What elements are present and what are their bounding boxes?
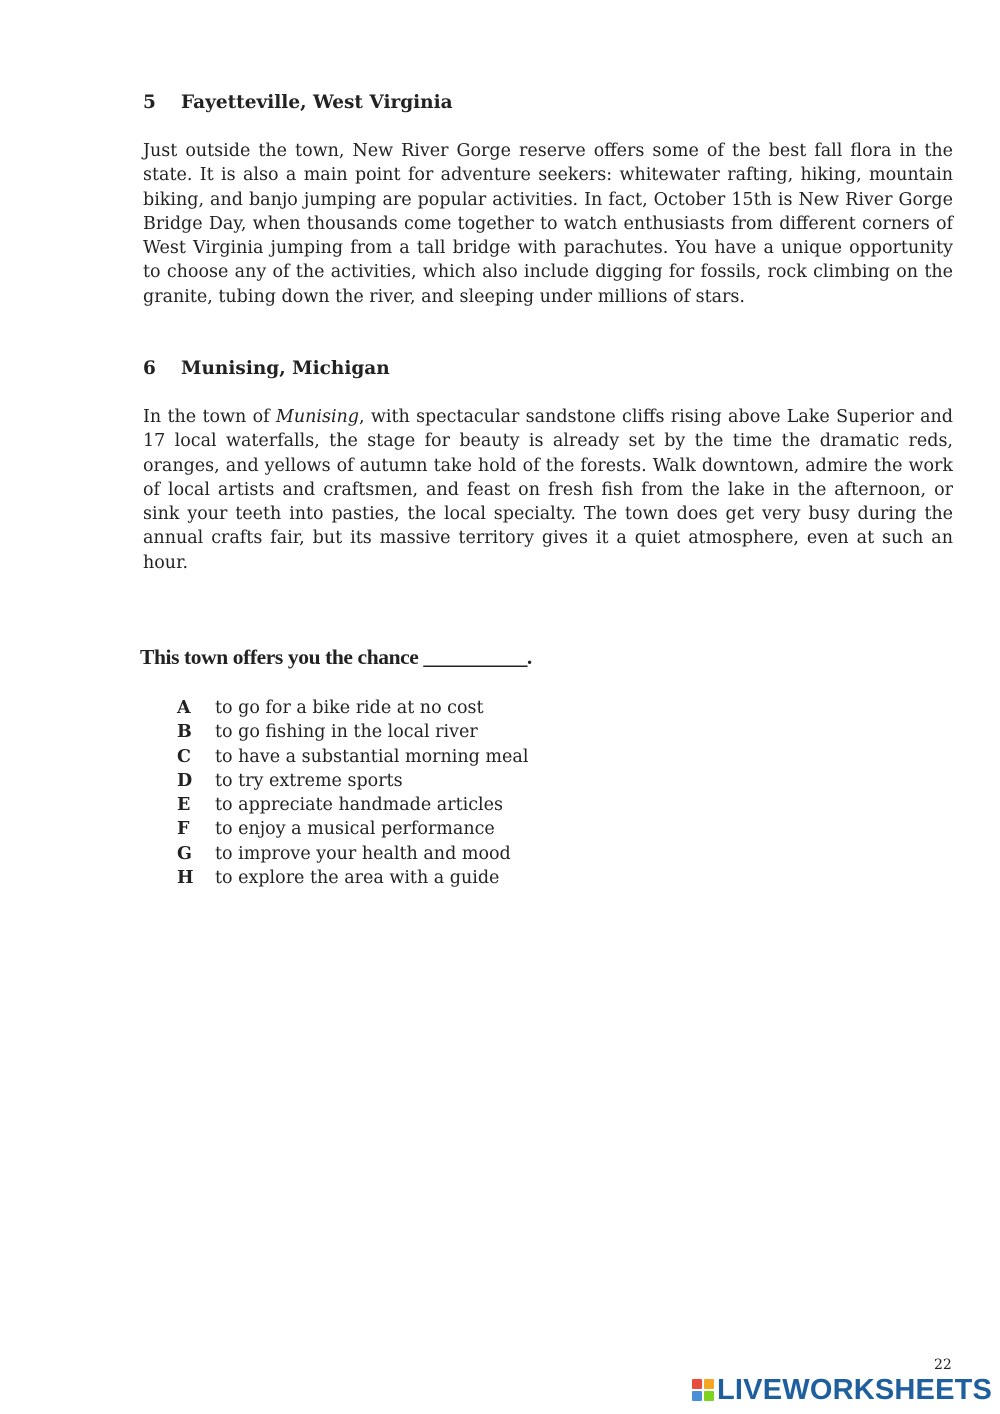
option-text: to improve your health and mood (215, 843, 511, 864)
page-number: 22 (934, 1357, 952, 1373)
paragraph-text: In the town of (143, 407, 276, 427)
answer-option[interactable] (177, 745, 528, 769)
section-title: Munising, Michigan (181, 358, 390, 379)
section-heading (143, 357, 953, 381)
option-letter: D (177, 770, 193, 791)
option-letter: F (177, 819, 190, 840)
town-name-italic: Munising (275, 407, 360, 427)
section-number: 6 (143, 358, 156, 379)
logo-square (704, 1379, 714, 1389)
option-text: to try extreme sports (215, 770, 403, 791)
answer-option[interactable] (177, 720, 528, 744)
question-prompt: This town offers you the chance __________. (140, 645, 532, 669)
option-text: to go fishing in the local river (215, 722, 478, 743)
section-munising (143, 357, 953, 575)
option-text: to go for a bike ride at no cost (215, 698, 484, 718)
answer-option[interactable] (177, 842, 528, 866)
option-text: to have a substantial morning meal (215, 746, 529, 767)
logo-mark-icon (692, 1379, 714, 1401)
option-letter: G (177, 843, 192, 864)
option-text: to enjoy a musical performance (215, 819, 495, 840)
section-heading (143, 91, 953, 115)
section-title: Fayetteville, West Virginia (181, 92, 453, 113)
option-text: to appreciate handmade articles (215, 795, 503, 816)
option-letter: C (177, 746, 191, 767)
option-text: to explore the area with a guide (215, 868, 500, 889)
answer-option[interactable] (177, 866, 528, 890)
answer-option[interactable] (177, 793, 528, 817)
option-letter: H (177, 868, 194, 889)
answer-option[interactable] (177, 696, 528, 720)
section-paragraph: Just outside the town, New River Gorge reserve offers some of the best fall flora in the state. It is also a main point for adventure seekers: whitewater rafting, hiking, mountain biking, and banjo jumping are popular activities. In fact, October 15th is New River Gorge Bridge Day, when thousands come together to watch enthusiasts from different corners of West Virginia jumping from a tall bridge with parachutes. You have a unique opportunity to choose any of the activities, which also include digging for fossils, rock climbing on the granite, tubing down the river, and sleeping under millions of stars. (143, 141, 953, 307)
logo-square (692, 1379, 702, 1389)
answer-option[interactable] (177, 769, 528, 793)
section-fayetteville (143, 91, 953, 309)
option-letter: A (177, 698, 191, 718)
logo-square (704, 1391, 714, 1401)
answer-options-list (177, 696, 528, 890)
section-paragraph (143, 405, 953, 575)
section-number: 5 (143, 92, 156, 113)
option-letter: B (177, 722, 192, 743)
logo-square (692, 1391, 702, 1401)
logo-text: LIVEWORKSHEETS (717, 1374, 993, 1406)
answer-option[interactable] (177, 817, 528, 841)
option-letter: E (177, 795, 191, 816)
liveworksheets-logo[interactable] (692, 1374, 992, 1406)
paragraph-text: , with spectacular sandstone cliffs rising above Lake Superior and 17 local waterfalls, the stage for beauty is already set by the time the dramatic reds, oranges, and yellows of autumn take hold of the forests. Walk downtown, admire the work of local artists and craftsmen, and feast on fresh fish from the lake in the afternoon, or sink your teeth into pasties, the local specialty. The town does get very busy during the annual crafts fair, but its massive territory gives it a quiet atmosphere, even at such an hour. (143, 407, 953, 573)
